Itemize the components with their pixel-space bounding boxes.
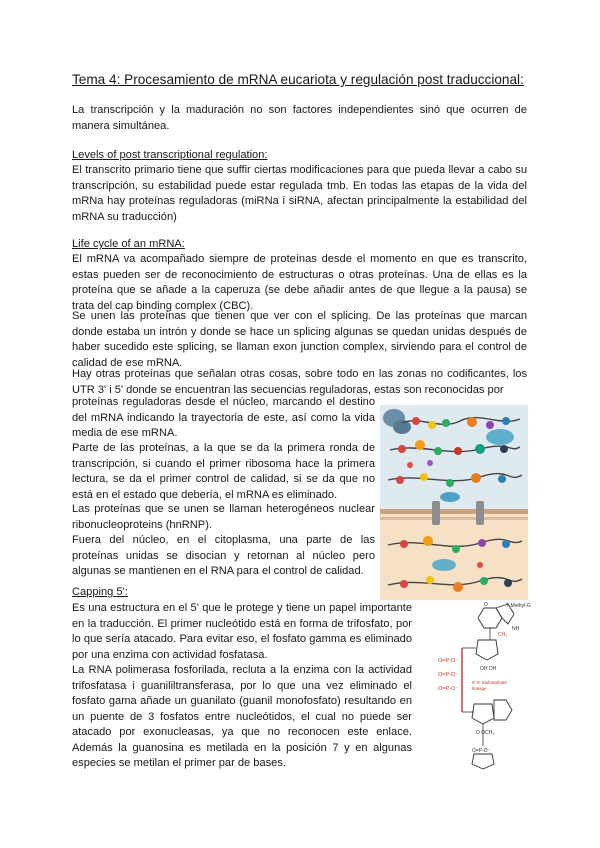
lifecycle-paragraph-2: Se unen las proteínas que tienen que ver con el splicing. De las proteínas que marcan donde estaba un intrón y donde se hace un splicing algunas se quedan unidas después de haber sucedido este splicing, se llaman exon junction complex, sirviendo para el control de calidad de ese mRNA.: [72, 310, 527, 369]
svg-text:CH₃: CH₃: [498, 632, 508, 638]
svg-text:NH: NH: [512, 626, 520, 632]
intro-paragraph: La transcripción y la maduración no son factores independientes sinó que ocurren de manera simultánea.: [72, 104, 527, 132]
lifecycle-paragraph-3: Hay otras proteínas que señalan otras cosas, sobre todo en las zonas no codificantes, los UTR 3' i 5' donde se encuentran las secuencias reguladoras, estas son reconocidas por: [72, 368, 527, 396]
capping-paragraph-2: La RNA polimerasa fosforilada, recluta a la enzima con la actividad trifosfatasa i guanililtransferasa, por lo que una vez eliminado el fosfato gama añade un guanilato (guanil monofosfato) resultando en un puente de 3 fosfatos entre nucleótidos, el cual no puede ser atacado por exonucleasas, ya que no reconocen este enlace. Además la guanosina es metilada en la posición 7 y en algunas especies se metilan el primer par de bases.: [72, 664, 412, 769]
lifecycle-paragraph-5: Las proteínas que se unen se llaman heterogéneos nuclear ribonucleoproteins (hnRNP).: [72, 503, 375, 531]
lifecycle-paragraph-4: Parte de las proteínas, a la que se da la primera ronda de transcripción, si cuando el primer ribosoma hace la primera lectura, se da el primer control de calidad, si se da que no está en el estado que debería, el mRNA es eliminado.: [72, 442, 375, 501]
page-title: Tema 4: Procesamiento de mRNA eucariota y regulación post traduccional:: [72, 72, 524, 87]
svg-text:O: O: [484, 602, 488, 608]
lifecycle-paragraph-1: El mRNA va acompañado siempre de proteínas desde el momento en que es transcrito, estas pueden ser de reconocimiento de estructuras o otras proteínas. Una de ellas es la proteína que se añade a la caperuza (se debe añadir antes de que llegue a la pausa) se trata del cap binding complex (CBC).: [72, 253, 527, 312]
cap-structure-figure: [432, 600, 530, 770]
capping-paragraph-1: Es una estructura en el 5' que le protege y tiene un papel importante en la traducción. El primer nucleótido está en forma de trifosfato, por lo que sería atacado. Para evitar eso, el fosfato gamma es eliminado por una enzima con actividad fosfatasa.: [72, 602, 412, 661]
svg-text:5'-5' triphosphate: 5'-5' triphosphate: [472, 680, 507, 685]
svg-text:O=P-O⁻: O=P-O⁻: [472, 748, 491, 754]
svg-text:linkage: linkage: [472, 686, 487, 691]
capping-heading: Capping 5':: [72, 586, 128, 598]
lifecycle-paragraph-6: Fuera del núcleo, en el citoplasma, una parte de las proteínas unidas se disocian y retornan al núcleo pero algunas se mantienen en el RNA para el control de calidad.: [72, 534, 375, 577]
levels-paragraph: El transcrito primario tiene que suffir ciertas modificaciones para que pueda llevar a cabo su transcripción, su estabilidad puede estar regulada tmb. En todas las etapas de la vida del mRNa hay proteínas reguladoras (miRNa i siRNA, afectan principalmente la estabilidad del mRNA su traducción): [72, 164, 527, 223]
svg-text:O=P-O⁻: O=P-O⁻: [438, 686, 459, 692]
svg-text:O=P-O⁻: O=P-O⁻: [438, 672, 459, 678]
svg-text:OH OH: OH OH: [480, 666, 497, 672]
mrna-lifecycle-figure: [380, 405, 528, 600]
cap-methyl-label: 7-Methyl-G: [506, 603, 531, 609]
svg-text:O OCH₃: O OCH₃: [476, 730, 495, 736]
lifecycle-heading: Life cycle of an mRNA:: [72, 238, 185, 250]
lifecycle-paragraph-3-continued: proteínas reguladoras desde el núcleo, marcando el destino del mRNA indicando la trayectoria de este, así como la vida media de ese mRNA.: [72, 396, 375, 439]
svg-text:O=P-O⁻: O=P-O⁻: [438, 658, 459, 664]
levels-heading: Levels of post transcriptional regulation:: [72, 149, 268, 161]
